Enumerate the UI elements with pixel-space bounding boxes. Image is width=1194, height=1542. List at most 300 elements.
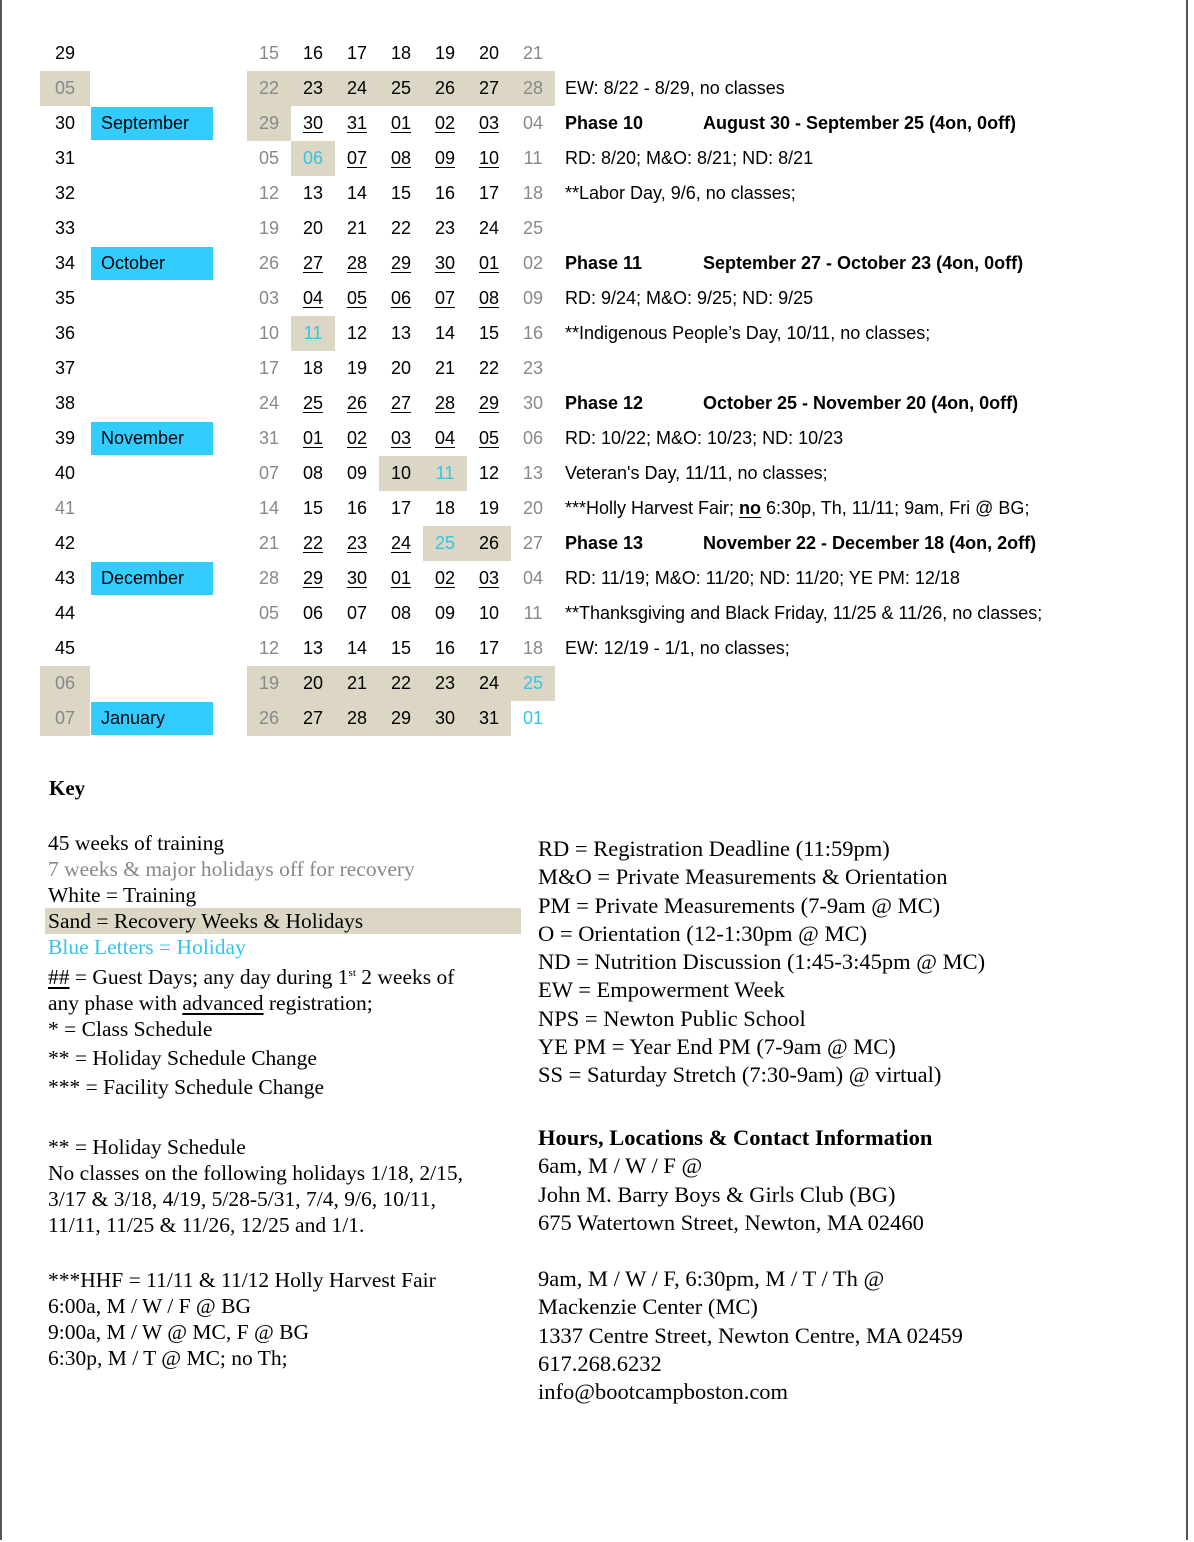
- day-cell: [467, 561, 511, 596]
- day-number: 02: [434, 113, 456, 133]
- day-number: 30: [522, 393, 544, 413]
- day-number: 15: [258, 43, 280, 63]
- day-cell: [511, 176, 555, 211]
- day-number: 19: [258, 673, 280, 693]
- key-holiday-change: ** = Holiday Schedule Change: [48, 1046, 317, 1071]
- day-number: 24: [390, 533, 412, 553]
- key-guest-sup: st: [348, 967, 356, 979]
- day-cell: [467, 386, 511, 421]
- day-number: 04: [434, 428, 456, 448]
- day-cell: [423, 561, 467, 596]
- day-number: 05: [346, 288, 368, 308]
- day-cell: [379, 211, 423, 246]
- day-cell: [511, 36, 555, 71]
- day-cell: [511, 701, 555, 736]
- day-cell: [247, 246, 291, 281]
- calendar-row: [0, 211, 1194, 246]
- calendar-row: [0, 631, 1194, 666]
- day-number: 25: [302, 393, 324, 413]
- day-number: 24: [346, 78, 368, 98]
- day-number: 23: [434, 673, 456, 693]
- day-cell: [291, 456, 335, 491]
- day-cell: [467, 351, 511, 386]
- week-number: 44: [54, 603, 76, 623]
- day-number: 26: [434, 78, 456, 98]
- day-number: 10: [258, 323, 280, 343]
- row-note: **Labor Day, 9/6, no classes;: [565, 183, 796, 203]
- day-cell: [467, 141, 511, 176]
- day-number: 09: [346, 463, 368, 483]
- hours-email: info@bootcampboston.com: [538, 1379, 789, 1405]
- day-cell: [423, 71, 467, 106]
- hhf-schedule-line: 6:30p, M / T @ MC; no Th;: [48, 1346, 288, 1370]
- day-number: 28: [346, 708, 368, 728]
- day-number: 09: [434, 148, 456, 168]
- day-number: 06: [522, 428, 544, 448]
- day-cell: [335, 316, 379, 351]
- calendar-row: [0, 176, 1194, 211]
- day-number: 15: [390, 183, 412, 203]
- day-cell: [511, 456, 555, 491]
- row-note: **Thanksgiving and Black Friday, 11/25 & 11/26, no classes;: [565, 603, 1043, 623]
- day-number: 15: [478, 323, 500, 343]
- day-cell: [511, 106, 555, 141]
- day-number: 17: [390, 498, 412, 518]
- key-weeks-training: 45 weeks of training: [48, 831, 225, 855]
- hours-mc-line: Mackenzie Center (MC): [538, 1294, 758, 1320]
- day-number: 05: [478, 428, 500, 448]
- day-cell: [423, 246, 467, 281]
- row-note: [565, 526, 1037, 561]
- day-cell: [379, 36, 423, 71]
- day-number: 19: [478, 498, 500, 518]
- key-guest-line2-post: registration;: [263, 991, 373, 1016]
- day-number: 31: [346, 113, 368, 133]
- row-note: Veteran's Day, 11/11, no classes;: [565, 463, 828, 483]
- day-number: 17: [478, 183, 500, 203]
- calendar-row: [0, 526, 1194, 561]
- calendar-row: [0, 386, 1194, 421]
- day-cell: [335, 71, 379, 106]
- day-number: 08: [478, 288, 500, 308]
- day-cell: [467, 106, 511, 141]
- phase-name: Phase 11: [565, 253, 643, 273]
- day-cell: [335, 36, 379, 71]
- day-cell: [247, 176, 291, 211]
- day-cell: [335, 351, 379, 386]
- key-white: White = Training: [48, 883, 197, 907]
- day-number: 28: [346, 253, 368, 273]
- day-number: 18: [522, 183, 544, 203]
- day-cell: [379, 596, 423, 631]
- day-number: 07: [346, 148, 368, 168]
- day-cell: [291, 561, 335, 596]
- day-number: 01: [522, 708, 544, 728]
- key-abbrev: YE PM = Year End PM (7-9am @ MC): [538, 1034, 896, 1060]
- calendar-row: [0, 491, 1194, 526]
- day-number: 29: [478, 393, 500, 413]
- day-number: 16: [302, 43, 324, 63]
- day-number: 21: [522, 43, 544, 63]
- hours-mc-line: 1337 Centre Street, Newton Centre, MA 02459: [538, 1322, 963, 1348]
- day-number: 19: [434, 43, 456, 63]
- day-number: 16: [346, 498, 368, 518]
- day-number: 25: [390, 78, 412, 98]
- day-number: 23: [302, 78, 324, 98]
- day-number: 26: [258, 253, 280, 273]
- key-guest-text-2: 2 weeks of: [355, 965, 455, 990]
- day-number: 21: [346, 673, 368, 693]
- day-number: 07: [258, 463, 280, 483]
- day-number: 02: [434, 568, 456, 588]
- day-number: 06: [302, 148, 324, 168]
- day-cell: [335, 631, 379, 666]
- day-number: 17: [478, 638, 500, 658]
- day-number: 09: [522, 288, 544, 308]
- row-note: RD: 9/24; M&O: 9/25; ND: 9/25: [565, 288, 814, 308]
- phase-dates: October 25 - November 20 (4on, 0off): [703, 393, 1019, 413]
- day-cell: [467, 211, 511, 246]
- day-cell: [467, 701, 511, 736]
- day-number: 27: [390, 393, 412, 413]
- row-note: RD: 10/22; M&O: 10/23; ND: 10/23: [565, 428, 844, 448]
- day-number: 22: [258, 78, 280, 98]
- day-cell: [247, 526, 291, 561]
- key-blue: Blue Letters = Holiday: [48, 935, 246, 959]
- week-number: 42: [54, 533, 76, 553]
- day-cell: [291, 666, 335, 701]
- day-cell: [511, 631, 555, 666]
- day-cell: [511, 491, 555, 526]
- day-number: 25: [434, 533, 456, 553]
- day-number: 31: [258, 428, 280, 448]
- day-number: 30: [434, 253, 456, 273]
- day-cell: [467, 246, 511, 281]
- day-number: 29: [390, 708, 412, 728]
- row-note: RD: 8/20; M&O: 8/21; ND: 8/21: [565, 148, 814, 168]
- week-number: 29: [54, 43, 76, 63]
- day-cell: [247, 561, 291, 596]
- day-cell: [511, 666, 555, 701]
- day-cell: [291, 246, 335, 281]
- calendar-row: [0, 281, 1194, 316]
- month-label: October: [91, 247, 213, 280]
- day-number: 26: [258, 708, 280, 728]
- key-weeks-off: 7 weeks & major holidays off for recovery: [48, 857, 415, 881]
- day-cell: [511, 561, 555, 596]
- day-number: 13: [390, 323, 412, 343]
- day-number: 10: [390, 463, 412, 483]
- week-number: 35: [54, 288, 76, 308]
- day-cell: [423, 491, 467, 526]
- day-cell: [423, 421, 467, 456]
- day-cell: [291, 421, 335, 456]
- key-guest-days: [48, 960, 528, 990]
- day-cell: [467, 176, 511, 211]
- day-number: 08: [390, 148, 412, 168]
- day-number: 03: [478, 113, 500, 133]
- day-number: 29: [390, 253, 412, 273]
- row-note: EW: 8/22 - 8/29, no classes: [565, 78, 785, 98]
- day-number: 14: [258, 498, 280, 518]
- day-number: 21: [434, 358, 456, 378]
- day-number: 10: [478, 148, 500, 168]
- day-number: 18: [522, 638, 544, 658]
- calendar-row: [0, 36, 1194, 71]
- day-cell: [247, 141, 291, 176]
- day-number: 13: [302, 183, 324, 203]
- day-cell: [379, 281, 423, 316]
- day-cell: [247, 456, 291, 491]
- key-guest-line2-pre: any phase with: [48, 991, 183, 1016]
- day-cell: [379, 631, 423, 666]
- phase-dates: November 22 - December 18 (4on, 2off): [703, 533, 1037, 553]
- day-number: 08: [302, 463, 324, 483]
- day-cell: [379, 316, 423, 351]
- week-number: 34: [54, 253, 76, 273]
- day-number: 24: [258, 393, 280, 413]
- phase-dates: September 27 - October 23 (4on, 0off): [703, 253, 1024, 273]
- day-cell: [335, 141, 379, 176]
- day-cell: [379, 456, 423, 491]
- day-cell: [247, 631, 291, 666]
- day-cell: [335, 176, 379, 211]
- day-cell: [467, 456, 511, 491]
- day-cell: [467, 631, 511, 666]
- day-cell: [423, 351, 467, 386]
- week-number: 30: [54, 113, 76, 133]
- day-cell: [291, 106, 335, 141]
- hours-phone: 617.268.6232: [538, 1351, 662, 1377]
- hhf-schedule-line: ***HHF = 11/11 & 11/12 Holly Harvest Fair: [48, 1268, 436, 1292]
- note-text: ***Holly Harvest Fair;: [565, 498, 740, 518]
- day-cell: [379, 351, 423, 386]
- hhf-schedule-line: 6:00a, M / W / F @ BG: [48, 1294, 251, 1318]
- day-cell: [379, 491, 423, 526]
- day-cell: [467, 281, 511, 316]
- day-cell: [291, 36, 335, 71]
- day-cell: [379, 386, 423, 421]
- key-abbrev: PM = Private Measurements (7-9am @ MC): [538, 892, 941, 918]
- day-number: 22: [390, 218, 412, 238]
- day-number: 14: [346, 638, 368, 658]
- day-cell: [379, 701, 423, 736]
- calendar-row: [0, 246, 1194, 281]
- day-cell: [511, 281, 555, 316]
- phase-name: Phase 12: [565, 393, 644, 413]
- calendar-row: [0, 421, 1194, 456]
- week-number: 43: [54, 568, 76, 588]
- week-number: 31: [54, 148, 76, 168]
- day-cell: [291, 386, 335, 421]
- hours-block: [538, 1124, 963, 1407]
- day-number: 22: [390, 673, 412, 693]
- hours-bg-line: 6am, M / W / F @: [538, 1153, 703, 1179]
- day-number: 21: [346, 218, 368, 238]
- calendar-row: [0, 456, 1194, 491]
- day-number: 13: [302, 638, 324, 658]
- day-number: 27: [302, 253, 324, 273]
- week-number: 37: [54, 358, 76, 378]
- day-number: 13: [522, 463, 544, 483]
- day-cell: [379, 666, 423, 701]
- day-number: 28: [434, 393, 456, 413]
- day-number: 06: [302, 603, 324, 623]
- key-facility-change: *** = Facility Schedule Change: [48, 1075, 325, 1100]
- calendar-row: [0, 351, 1194, 386]
- day-cell: [423, 316, 467, 351]
- day-number: 31: [478, 708, 500, 728]
- day-cell: [467, 71, 511, 106]
- day-cell: [335, 456, 379, 491]
- day-number: 01: [478, 253, 500, 273]
- day-number: 12: [478, 463, 500, 483]
- day-cell: [247, 701, 291, 736]
- day-cell: [335, 421, 379, 456]
- day-cell: [335, 526, 379, 561]
- day-cell: [291, 491, 335, 526]
- day-cell: [423, 141, 467, 176]
- day-number: 01: [390, 568, 412, 588]
- day-cell: [511, 141, 555, 176]
- day-number: 12: [346, 323, 368, 343]
- day-number: 22: [478, 358, 500, 378]
- day-number: 17: [346, 43, 368, 63]
- day-cell: [511, 526, 555, 561]
- row-note: EW: 12/19 - 1/1, no classes;: [565, 638, 790, 658]
- day-number: 26: [478, 533, 500, 553]
- day-cell: [423, 456, 467, 491]
- day-cell: [247, 211, 291, 246]
- day-cell: [335, 106, 379, 141]
- day-cell: [379, 141, 423, 176]
- day-cell: [247, 421, 291, 456]
- day-cell: [511, 316, 555, 351]
- key-guest-line2-underline: advanced: [182, 991, 264, 1016]
- day-cell: [335, 281, 379, 316]
- day-cell: [467, 596, 511, 631]
- day-number: 07: [346, 603, 368, 623]
- day-number: 15: [302, 498, 324, 518]
- day-cell: [247, 36, 291, 71]
- day-number: 03: [478, 568, 500, 588]
- day-number: 22: [302, 533, 324, 553]
- key-abbrev: M&O = Private Measurements & Orientation: [538, 864, 948, 890]
- day-cell: [247, 106, 291, 141]
- calendar-row: [0, 596, 1194, 631]
- day-number: 12: [258, 183, 280, 203]
- day-cell: [291, 71, 335, 106]
- week-number: 38: [54, 393, 76, 413]
- key-abbrev: RD = Registration Deadline (11:59pm): [538, 836, 890, 861]
- key-abbrev: NPS = Newton Public School: [538, 1005, 806, 1031]
- day-cell: [291, 631, 335, 666]
- day-cell: [335, 701, 379, 736]
- day-cell: [423, 386, 467, 421]
- day-number: 02: [522, 253, 544, 273]
- day-number: 04: [522, 113, 544, 133]
- day-cell: [423, 281, 467, 316]
- day-number: 20: [302, 673, 324, 693]
- holiday-schedule-line: No classes on the following holidays 1/18, 2/15,: [48, 1161, 464, 1185]
- day-number: 28: [522, 78, 544, 98]
- day-number: 11: [435, 463, 455, 483]
- day-cell: [467, 666, 511, 701]
- day-number: 30: [302, 113, 324, 133]
- day-number: 30: [434, 708, 456, 728]
- day-number: 16: [434, 183, 456, 203]
- week-number: 33: [54, 218, 76, 238]
- row-note: [565, 106, 1017, 141]
- key-abbrev: SS = Saturday Stretch (7:30-9am) @ virtual): [538, 1062, 942, 1088]
- day-cell: [511, 351, 555, 386]
- hours-bg-line: John M. Barry Boys & Girls Club (BG): [538, 1181, 896, 1207]
- day-number: 07: [434, 288, 456, 308]
- day-cell: [247, 596, 291, 631]
- key-abbrev: O = Orientation (12-1:30pm @ MC): [538, 920, 867, 946]
- day-number: 16: [522, 323, 544, 343]
- holiday-schedule-line: 11/11, 11/25 & 11/26, 12/25 and 1/1.: [48, 1213, 365, 1237]
- day-cell: [291, 596, 335, 631]
- day-number: 21: [258, 533, 280, 553]
- day-number: 01: [302, 428, 324, 448]
- note-emphasis: no: [739, 498, 762, 518]
- month-label: January: [91, 702, 213, 735]
- day-number: 05: [258, 603, 280, 623]
- month-label: September: [91, 107, 213, 140]
- day-number: 25: [522, 673, 544, 693]
- day-cell: [467, 491, 511, 526]
- week-number: 41: [54, 498, 76, 518]
- day-number: 18: [302, 358, 324, 378]
- day-number: 16: [434, 638, 456, 658]
- key-class-schedule: * = Class Schedule: [48, 1017, 213, 1042]
- day-number: 08: [390, 603, 412, 623]
- day-cell: [335, 596, 379, 631]
- day-cell: [511, 386, 555, 421]
- key-guest-symbol: ##: [48, 965, 70, 990]
- hhf-schedule-block: [48, 1267, 436, 1371]
- calendar-row: [0, 106, 1194, 141]
- day-cell: [335, 491, 379, 526]
- day-number: 23: [434, 218, 456, 238]
- day-cell: [423, 596, 467, 631]
- row-note: [565, 386, 1019, 421]
- day-cell: [247, 316, 291, 351]
- day-number: 20: [522, 498, 544, 518]
- row-note: RD: 11/19; M&O: 11/20; ND: 11/20; YE PM: 12/18: [565, 568, 960, 588]
- calendar-row: [0, 71, 1194, 106]
- day-number: 17: [258, 358, 280, 378]
- day-cell: [423, 176, 467, 211]
- day-cell: [511, 211, 555, 246]
- hhf-schedule-line: 9:00a, M / W @ MC, F @ BG: [48, 1320, 310, 1344]
- day-number: 27: [302, 708, 324, 728]
- day-cell: [423, 631, 467, 666]
- day-cell: [291, 176, 335, 211]
- note-text: 6:30p, Th, 11/11; 9am, Fri @ BG;: [761, 498, 1030, 518]
- day-cell: [467, 526, 511, 561]
- day-number: 04: [302, 288, 324, 308]
- day-number: 23: [522, 358, 544, 378]
- day-number: 11: [523, 148, 543, 168]
- day-number: 04: [522, 568, 544, 588]
- day-cell: [291, 211, 335, 246]
- day-number: 11: [523, 603, 543, 623]
- day-number: 19: [258, 218, 280, 238]
- row-note: **Indigenous People’s Day, 10/11, no classes;: [565, 323, 931, 343]
- day-cell: [247, 281, 291, 316]
